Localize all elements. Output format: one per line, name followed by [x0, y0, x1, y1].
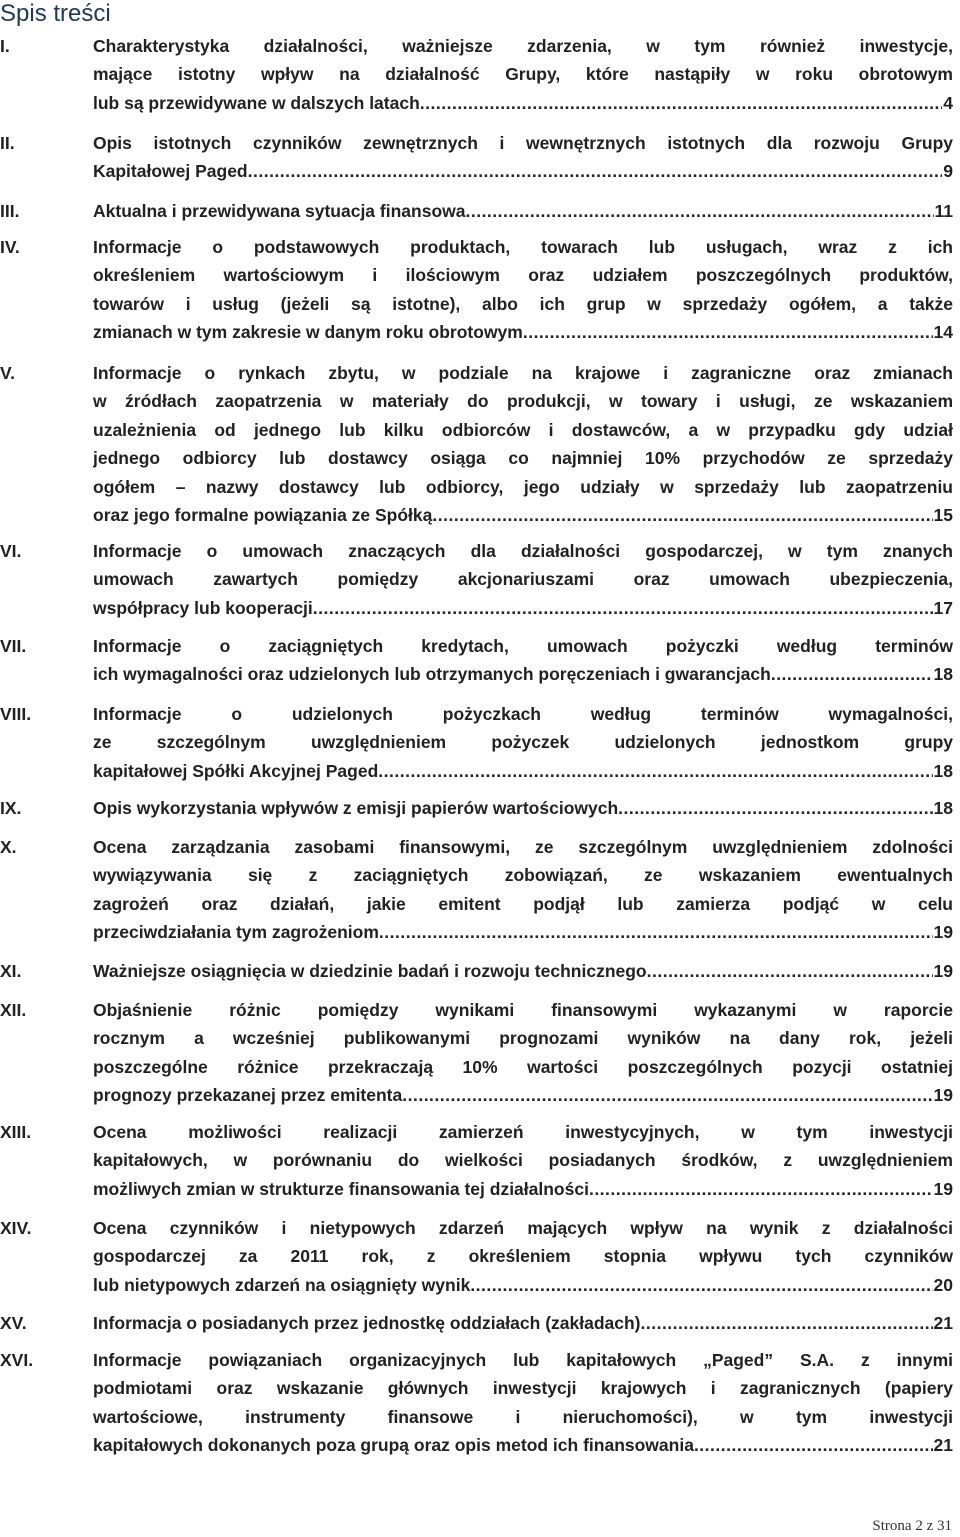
toc-entry-number: XV. — [0, 1313, 27, 1333]
toc-entry-line: Informacje o umowach znaczących dla działalności gospodarczej, w tym znanych — [93, 541, 953, 561]
toc-entry-line: gospodarczej za 2011 rok, z określeniem stopnia wpływu tych czynników — [93, 1246, 953, 1267]
toc-entry-last-text: zmianach w tym zakresie w danym roku obrotowym — [93, 322, 523, 343]
toc-entry-text — [93, 129, 953, 186]
toc-entry-text — [93, 537, 953, 622]
toc-entry-line: Informacje powiązaniach organizacyjnych lub kapitałowych „Paged” S.A. z innymi — [93, 1350, 953, 1370]
toc-entry-number: II. — [0, 133, 15, 153]
toc-entry-text — [93, 700, 953, 785]
toc-entry-line: Informacje o rynkach zbytu, w podziale na krajowe i zagraniczne oraz zmianach — [93, 363, 953, 383]
toc-entry-last-text: kapitałowych dokonanych poza grupą oraz opis metod ich finansowania — [93, 1435, 694, 1456]
toc-dot-leader — [379, 918, 933, 946]
toc-entry-last-text: kapitałowej Spółki Akcyjnej Paged — [93, 760, 379, 781]
toc-entry-number: IV. — [0, 237, 20, 257]
toc-entry-line: wartościowe, instrumenty finansowe i nieruchomości), w tym inwestycji — [93, 1406, 953, 1427]
toc-page-number[interactable]: 19 — [933, 1085, 953, 1106]
toc-page-number[interactable]: 4 — [943, 92, 953, 113]
toc-entry-text — [93, 632, 953, 689]
toc-page-number[interactable]: 18 — [933, 664, 953, 685]
toc-entry-number: III. — [0, 201, 20, 221]
toc-dot-leader — [378, 757, 932, 785]
toc-page-number[interactable]: 9 — [943, 161, 953, 182]
toc-entry-last-text: oraz jego formalne powiązania ze Spółką — [93, 504, 433, 525]
toc-entry-number: X. — [0, 837, 17, 857]
toc-entry-number: XIII. — [0, 1122, 32, 1142]
toc-entry-last-text: przeciwdziałania tym zagrożeniom — [93, 922, 379, 943]
toc-entry-number: XVI. — [0, 1350, 34, 1370]
toc-entry-text — [93, 1214, 953, 1299]
page-title: Spis treści — [0, 0, 111, 27]
toc-entry-last-text: Kapitałowej Paged — [93, 161, 248, 182]
toc-entry-text — [93, 1309, 953, 1337]
toc-entry-line: towarów i usług (jeżeli są istotne), albo ich grup w sprzedaży ogółem, a także — [93, 293, 953, 314]
toc-entry-last-text: ich wymagalności oraz udzielonych lub otrzymanych poręczeniach i gwarancjach — [93, 664, 771, 685]
toc-entry-text — [93, 1346, 953, 1460]
toc-entry-text — [93, 197, 953, 225]
toc-page-number[interactable]: 17 — [933, 597, 953, 618]
toc-entry-line: Opis istotnych czynników zewnętrznych i wewnętrznych istotnych dla rozwoju Grupy — [93, 133, 953, 153]
toc-entry-last-line — [93, 1431, 953, 1459]
toc-entry-last-line — [93, 318, 953, 346]
toc-entry-line: Ocena zarządzania zasobami finansowymi, ze szczególnym uwzględnieniem zdolności — [93, 837, 953, 857]
toc-entry-last-text: Informacja o posiadanych przez jednostkę oddziałach (zakładach) — [93, 1313, 641, 1333]
toc-page-number[interactable]: 18 — [933, 798, 953, 818]
toc-entry-number: XIV. — [0, 1218, 32, 1238]
toc-entry-line: zagrożeń oraz działań, jakie emitent podjął lub zamierza podjąć w celu — [93, 893, 953, 914]
toc-page-number[interactable]: 20 — [933, 1274, 953, 1295]
toc-dot-leader — [313, 594, 933, 622]
toc-entry-line: w źródłach zaopatrzenia w materiały do produkcji, w towary i usługi, ze wskazaniem — [93, 391, 953, 412]
toc-entry-last-text: prognozy przekazanej przez emitenta — [93, 1085, 403, 1106]
toc-entry-line: Informacje o podstawowych produktach, towarach lub usługach, wraz z ich — [93, 237, 953, 257]
toc-page-number[interactable]: 11 — [934, 201, 953, 221]
toc-entry-text — [93, 359, 953, 529]
toc-entry-line: mające istotny wpływ na działalność Grupy, które nastąpiły w roku obrotowym — [93, 64, 953, 85]
toc-entry-line: ze szczególnym uwzględnieniem pożyczek udzielonych jednostkom grupy — [93, 732, 953, 753]
toc-entry-line: poszczególne różnice przekraczają 10% wartości poszczególnych pozycji ostatniej — [93, 1056, 953, 1077]
toc-entry-last-line — [93, 1175, 953, 1203]
toc-entry-line: umowach zawartych pomiędzy akcjonariuszami oraz umowach ubezpieczenia, — [93, 569, 953, 590]
toc-dot-leader — [402, 1081, 932, 1109]
toc-dot-leader — [470, 1271, 932, 1299]
toc-entry-number: V. — [0, 363, 15, 383]
toc-page-number[interactable]: 14 — [933, 322, 953, 343]
toc-entry-line: określeniem wartościowym i ilościowym oraz udziałem poszczególnych produktów, — [93, 265, 953, 286]
toc-entry-last-text: możliwych zmian w strukturze finansowania tej działalności — [93, 1178, 589, 1199]
toc-entry-last-text: Aktualna i przewidywana sytuacja finansowa — [93, 201, 466, 221]
toc-entry-number: XII. — [0, 1000, 27, 1020]
toc-entry-last-line — [93, 1081, 953, 1109]
toc-entry-text — [93, 794, 953, 822]
toc-entry-text — [93, 833, 953, 947]
toc-page-number[interactable]: 19 — [933, 1178, 953, 1199]
toc-entry-text — [93, 957, 953, 985]
toc-entry-line: Informacje o udzielonych pożyczkach według terminów wymagalności, — [93, 704, 953, 724]
toc-entry-number: VII. — [0, 636, 27, 656]
toc-entry-last-line — [93, 660, 953, 688]
toc-entry-line: podmiotami oraz wskazanie głównych inwestycji krajowych i zagranicznych (papiery — [93, 1378, 953, 1399]
toc-entry-last-line — [93, 794, 953, 822]
toc-entry-last-text: lub nietypowych zdarzeń na osiągnięty wynik — [93, 1274, 471, 1295]
toc-entry-text — [93, 233, 953, 347]
page-number-footer: Strona 2 z 31 — [872, 1518, 952, 1534]
toc-dot-leader — [589, 1175, 933, 1203]
toc-entry-line: ogółem – nazwy dostawcy lub odbiorcy, jego udziały w sprzedaży lub zaopatrzeniu — [93, 476, 953, 497]
toc-entry-last-text: lub są przewidywane w dalszych latach — [93, 92, 420, 113]
toc-entry-number: VIII. — [0, 704, 32, 724]
toc-entry-number: IX. — [0, 798, 22, 818]
toc-page-number[interactable]: 19 — [933, 961, 953, 981]
toc-entry-last-line — [93, 501, 953, 529]
toc-entry-line: Ocena możliwości realizacji zamierzeń inwestycyjnych, w tym inwestycji — [93, 1122, 953, 1142]
toc-entry-line: Informacje o zaciągniętych kredytach, umowach pożyczki według terminów — [93, 636, 953, 656]
toc-entry-line: Ocena czynników i nietypowych zdarzeń mających wpływ na wynik z działalności — [93, 1218, 953, 1238]
toc-dot-leader — [420, 89, 942, 117]
toc-entry-last-line — [93, 157, 953, 185]
toc-page-number[interactable]: 18 — [933, 760, 953, 781]
toc-entry-line: Charakterystyka działalności, ważniejsze zdarzenia, w tym również inwestycje, — [93, 36, 953, 56]
toc-entry-last-line — [93, 918, 953, 946]
toc-entry-number: VI. — [0, 541, 22, 561]
toc-dot-leader — [647, 957, 933, 985]
toc-entry-line: Objaśnienie różnic pomiędzy wynikami finansowymi wykazanymi w raporcie — [93, 1000, 953, 1020]
toc-entry-last-line — [93, 1309, 953, 1337]
toc-entry-last-line — [93, 957, 953, 985]
toc-entry-last-text: współpracy lub kooperacji — [93, 597, 313, 618]
toc-dot-leader — [465, 197, 933, 225]
toc-dot-leader — [248, 157, 943, 185]
toc-entry-line: uzależnienia od jednego lub kilku odbiorców i dostawców, a w przypadku gdy udział — [93, 419, 953, 440]
toc-dot-leader — [771, 660, 933, 688]
toc-entry-text — [93, 1118, 953, 1203]
toc-entry-line: kapitałowych, w porównaniu do wielkości posiadanych środków, z uwzględnieniem — [93, 1150, 953, 1171]
toc-entry-number: XI. — [0, 961, 22, 981]
toc-dot-leader — [641, 1309, 933, 1337]
toc-entry-last-line — [93, 89, 953, 117]
toc-dot-leader — [432, 501, 932, 529]
toc-page-number[interactable]: 21 — [933, 1313, 953, 1333]
toc-page-number[interactable]: 21 — [933, 1435, 953, 1456]
toc-entry-text — [93, 996, 953, 1110]
toc-dot-leader — [523, 318, 933, 346]
toc-page-number[interactable]: 19 — [933, 922, 953, 943]
toc-entry-line: jednego odbiorcy lub dostawcy osiąga co najmniej 10% przychodów ze sprzedaży — [93, 448, 953, 469]
toc-entry-last-line — [93, 197, 953, 225]
toc-entry-line: wywiązywania się z zaciągniętych zobowiązań, ze wskazaniem ewentualnych — [93, 865, 953, 886]
toc-page-number[interactable]: 15 — [933, 504, 953, 525]
toc-entry-line: rocznym a wcześniej publikowanymi prognozami wyników na dany rok, jeżeli — [93, 1028, 953, 1049]
toc-entry-text — [93, 32, 953, 117]
toc-entry-last-text: Opis wykorzystania wpływów z emisji papierów wartościowych — [93, 798, 619, 818]
toc-dot-leader — [694, 1431, 933, 1459]
toc-entry-last-line — [93, 594, 953, 622]
toc-entry-last-line — [93, 1271, 953, 1299]
toc-entry-last-line — [93, 757, 953, 785]
toc-entry-number: I. — [0, 36, 10, 56]
toc-dot-leader — [618, 794, 932, 822]
toc-entry-last-text: Ważniejsze osiągnięcia w dziedzinie badań i rozwoju technicznego — [93, 961, 647, 981]
